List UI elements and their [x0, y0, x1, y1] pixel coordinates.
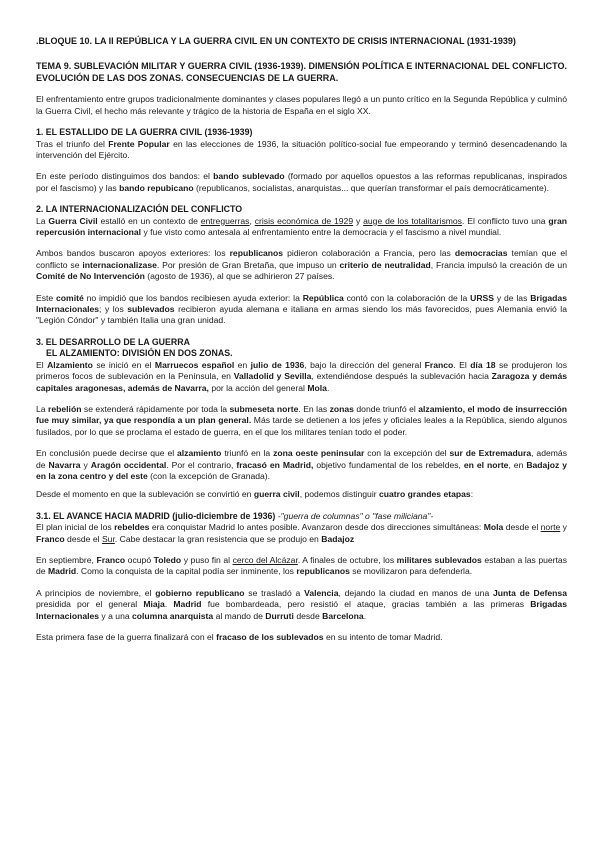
document-page: [36, 36, 567, 643]
intro-paragraph: El enfrentamiento entre grupos tradicionalmente dominantes y clases populares llegó a un punto crítico en la Segunda República y culminó la Guerra Civil, el hecho más relevante y trágico de la historia de España en el siglo XX.: [36, 94, 567, 116]
section-2-paragraph-3: Este comité no impidió que los bandos recibiesen ayuda exterior: la República contó con la colaboración de la URSS y de las Brigadas Internacionales; y los sublevados recibieron ayuda alemana e italiana en armas siendo los más favorecidos, pues Alemania envió la "Legión Cóndor" y también Italia una gran unidad.: [36, 292, 567, 326]
section-1-paragraph-2: En este período distinguimos dos bandos: el bando sublevado (formado por aquellos opuestos a las reformas republicanas, inspirados por el fascismo) y las bando repubicano (republicanos, socialistas, anarquistas... que querían transformar el país democráticamente).: [36, 171, 568, 193]
section-3-paragraph-2: La rebelión se extenderá rápidamente por toda la submeseta norte. En las zonas donde triunfó el alzamiento, el modo de insurrección fue muy similar, ya que respondía a un plan general. Más tarde se detienen a los jefes y oficiales leales a la República, siendo algunos fusilados, por lo que se proclama el estado de guerra, en el que los militares tenían todo el poder.: [36, 403, 568, 437]
section-3-heading: 3. EL DESARROLLO DE LA GUERRA: [36, 336, 190, 347]
section-3-1-paragraph-3: A principios de noviembre, el gobierno republicano se trasladó a Valencia, dejando la ciudad en manos de una Junta de Defensa presidida por el general Miaja. Madrid fue bombardeada, pero resistió el ataque, gracias también a las primeras Brigadas Internacionales y a una columna anarquista al mando de Durruti desde Barcelona.: [36, 587, 567, 621]
section-2-paragraph-2: Ambos bandos buscaron apoyos exteriores: los republicanos pidieron colaboración a Francia, pero las democracias temían que el conflicto se internacionalizase. Por presión de Gran Bretaña, que impuso un criterio de neutralidad, Francia impulsó la creación de un Comité de No Intervención (agosto de 1936), al que se adhirieron 27 países.: [36, 248, 568, 282]
tema-title: TEMA 9. SUBLEVACIÓN MILITAR Y GUERRA CIVIL (1936-1939). DIMENSIÓN POLÍTICA E INTERNACIONAL DEL CONFLICTO. EVOLUCIÓN DE LAS DOS ZONAS. CONSECUENCIAS DE LA GUERRA.: [36, 60, 567, 83]
section-3-subheading: EL ALZAMIENTO: DIVISIÓN EN DOS ZONAS.: [46, 348, 233, 359]
section-3-1-heading-note: -"guerra de columnas" o "fase miliciana"-: [277, 510, 434, 521]
section-2-paragraph-1: La Guerra Civil estalló en un contexto de entreguerras, crisis económica de 1929 y auge de los totalitarismos. El conflicto tuvo una gran repercusión internacional y fue visto como antesala al enfrentamiento entre la democracia y el fascismo a nivel mundial.: [36, 215, 568, 238]
section-3-1-paragraph-2: En septiembre, Franco ocupó Toledo y puso fin al cerco del Alcázar. A finales de octubre, los militares sublevados estaban a las puertas de Madrid. Como la conquista de la capital podía ser inminente, los republicanos se movilizaron para defenderla.: [36, 554, 568, 577]
bloque-title: .BLOQUE 10. LA II REPÚBLICA Y LA GUERRA CIVIL EN UN CONTEXTO DE CRISIS INTERNACIONAL (1931-1939): [36, 36, 516, 46]
section-2-heading: 2. LA INTERNACIONALIZACIÓN DEL CONFLICTO: [36, 204, 243, 215]
section-1-heading: 1. EL ESTALLIDO DE LA GUERRA CIVIL (1936-1939): [36, 127, 253, 138]
section-3-1-paragraph-4: Esta primera fase de la guerra finalizará con el fracaso de los sublevados en su intento de tomar Madrid.: [36, 632, 443, 643]
section-3-paragraph-3: En conclusión puede decirse que el alzamiento triunfó en la zona oeste peninsular con la excepción del sur de Extremadura, además de Navarra y Aragón occidental. Por el contrario, fracasó en Madrid, objetivo fundamental de los rebeldes, en el norte, en Badajoz y en la zona centro y del este (con la excepción de Granada).: [36, 448, 567, 481]
section-3-paragraph-1: El Alzamiento se inició en el Marruecos español en julio de 1936, bajo la dirección del general Franco. El día 18 se produjeron los primeros focos de sublevación en la Península, en Valladolid y Sevilla, extendiéndose después la sublevación hacia Zaragoza y demás capitales aragonesas, además de Navarra, por la acción del general Mola.: [36, 359, 568, 393]
section-1-paragraph-1: Tras el triunfo del Frente Popular en las elecciones de 1936, la situación político-social fue empeorando y terminó desencadenando la intervención del Ejército.: [36, 138, 567, 161]
section-3-1-heading: 3.1. EL AVANCE HACIA MADRID (julio-diciembre de 1936) -"guerra de columnas" o "fase miliciana"-: [36, 510, 434, 521]
section-3-paragraph-4: Desde el momento en que la sublevación se convirtió en guerra civil, podemos distinguir cuatro grandes etapas:: [36, 489, 474, 500]
section-3-1-paragraph-1: El plan inicial de los rebeldes era conquistar Madrid lo antes posible. Avanzaron desde dos direcciones simultáneas: Mola desde el norte y Franco desde el Sur. Cabe destacar la gran resistencia que se produjo en Badajoz: [36, 522, 567, 544]
